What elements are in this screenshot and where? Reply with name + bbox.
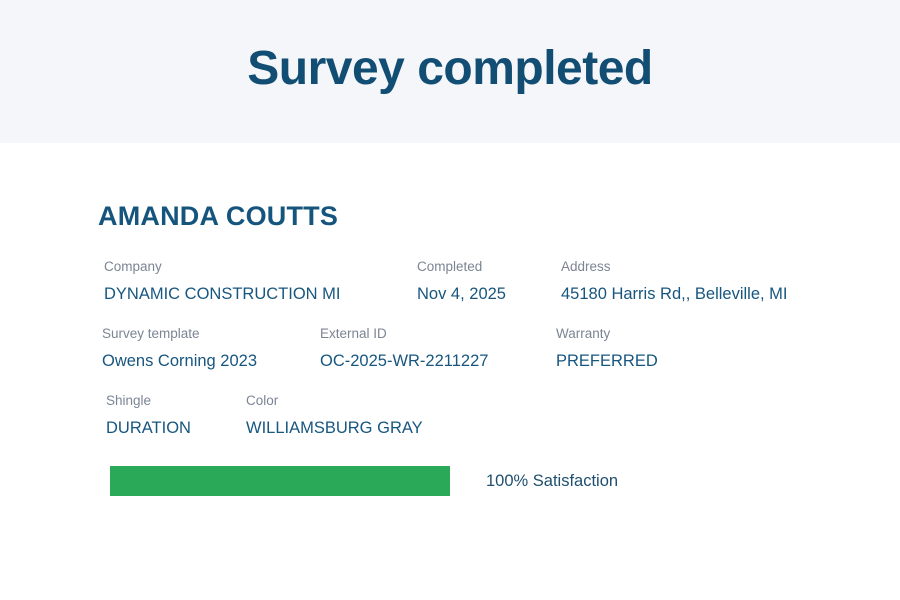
- field-label: Company: [104, 259, 162, 274]
- satisfaction-label: 100% Satisfaction: [486, 471, 619, 490]
- page-content: [0, 143, 900, 496]
- customer-name: AMANDA COUTTS: [98, 201, 339, 231]
- field-label: Shingle: [106, 393, 152, 408]
- satisfaction-bar-track: [110, 466, 450, 496]
- field-shingle: [98, 392, 246, 438]
- field-value: WILLIAMSBURG GRAY: [246, 419, 423, 437]
- detail-row: [98, 258, 900, 304]
- detail-row: [98, 392, 900, 438]
- detail-row: [98, 325, 900, 371]
- field-address: [561, 258, 881, 304]
- field-value: PREFERRED: [556, 352, 658, 370]
- field-label: Completed: [417, 259, 483, 274]
- field-value: DYNAMIC CONSTRUCTION MI: [104, 285, 341, 303]
- field-company: [98, 258, 417, 304]
- detail-fields: [98, 258, 900, 438]
- field-label: Survey template: [102, 326, 200, 341]
- field-label: Color: [246, 393, 279, 408]
- satisfaction-section: [98, 466, 900, 496]
- field-warranty: [556, 325, 856, 371]
- field-external-id: [320, 325, 556, 371]
- field-value: DURATION: [106, 419, 191, 437]
- field-value: Nov 4, 2025: [417, 285, 506, 303]
- field-value: OC-2025-WR-2211227: [320, 352, 489, 370]
- field-value: 45180 Harris Rd,, Belleville, MI: [561, 285, 788, 303]
- page-header: [0, 0, 900, 143]
- field-survey-template: [98, 325, 320, 371]
- field-completed: [417, 258, 561, 304]
- field-label: Warranty: [556, 326, 611, 341]
- field-value: Owens Corning 2023: [102, 352, 258, 370]
- page-title: Survey completed: [247, 42, 653, 95]
- satisfaction-bar-fill: [110, 466, 450, 496]
- field-label: Address: [561, 259, 611, 274]
- field-label: External ID: [320, 326, 387, 341]
- field-color: [246, 392, 546, 438]
